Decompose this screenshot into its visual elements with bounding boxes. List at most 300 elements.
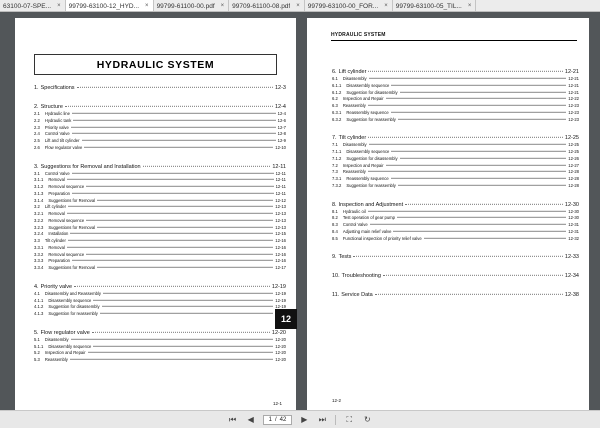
toc-leader — [65, 106, 273, 107]
toc-entry[interactable] — [332, 209, 579, 216]
toc-label: Inspection and Repair — [342, 96, 384, 102]
toc-leader — [73, 120, 275, 121]
toc-entry[interactable] — [34, 177, 286, 184]
toc-page: 12-17 — [275, 265, 286, 270]
toc-entry[interactable] — [332, 176, 579, 183]
toc-number: 7.3 — [332, 169, 338, 175]
toc-page: 12-13 — [275, 211, 286, 216]
tab-document[interactable] — [393, 0, 477, 12]
toc-page: 12-26 — [568, 155, 579, 161]
toc-label: Hydraulic line — [44, 111, 70, 116]
toc-page: 12-8 — [277, 131, 286, 137]
toc-number: 2.4 — [34, 131, 40, 137]
toc-leader — [398, 118, 566, 119]
toc-label: Disassembly — [342, 142, 367, 148]
toc-entry[interactable] — [332, 183, 579, 190]
toc-leader — [88, 352, 274, 353]
toc-label: Reassembly — [44, 357, 68, 362]
toc-label: Suggestion for reassembly — [346, 182, 396, 188]
toc-page: 12-4 — [274, 104, 286, 110]
toc-number: 4.1.2 — [34, 304, 44, 310]
tab-label: 99799-61100-00.pdf — [156, 2, 215, 10]
toc-label: Inspection and Repair — [342, 162, 384, 168]
toc-page: 12-31 — [568, 228, 579, 234]
toc-page: 12-19 — [275, 290, 286, 296]
current-page[interactable]: 1 — [268, 416, 272, 423]
toc-page: 12-6 — [277, 117, 286, 123]
toc-number: 4.1.1 — [34, 297, 44, 303]
toc-number: 8.3 — [332, 222, 338, 227]
toc-label: Hydraulic oil — [342, 208, 366, 214]
toc-number: 9. — [332, 254, 337, 261]
toc-page: 12-13 — [275, 204, 286, 210]
toc-leader — [368, 71, 563, 72]
toc-number: 8.5 — [332, 235, 338, 241]
toc-entry[interactable] — [332, 83, 579, 90]
toc-number: 3.1.4 — [34, 197, 44, 203]
close-icon[interactable]: × — [296, 3, 300, 9]
toc-label: Lift and tilt cylinder — [44, 138, 80, 143]
previous-page-icon[interactable]: ◀ — [247, 415, 254, 424]
toc-number: 8.2 — [332, 215, 338, 221]
toc-label: Reassembly — [342, 169, 366, 175]
toc-chapter-entry[interactable] — [332, 272, 579, 280]
toc-number: 6.2 — [332, 96, 338, 102]
toc-entry[interactable] — [34, 265, 286, 272]
toc-entry[interactable] — [34, 204, 286, 211]
page-title-box — [34, 54, 277, 75]
toc-leader — [72, 193, 274, 194]
toc-section — [34, 329, 286, 364]
toc-leader — [397, 217, 566, 218]
toc-chapter-entry[interactable] — [332, 253, 579, 261]
toc-label: Removal — [48, 177, 65, 183]
toc-label: Preparation — [48, 190, 70, 196]
toc-section — [332, 253, 579, 261]
toc-page: 12-21 — [568, 89, 579, 95]
toc-page: 12-21 — [564, 69, 579, 75]
toc-label: Disassembly sequence — [346, 82, 390, 88]
toc-entry[interactable] — [332, 110, 579, 117]
toc-number: 2.5 — [34, 138, 40, 143]
toc-entry[interactable] — [34, 198, 286, 205]
toc-page: 12-9 — [277, 138, 286, 143]
toc-leader — [67, 213, 273, 214]
toc-leader — [86, 186, 273, 187]
toc-entry[interactable] — [34, 138, 286, 145]
toc-leader — [370, 224, 567, 225]
toc-leader — [86, 220, 273, 221]
toc-entry[interactable] — [332, 103, 579, 110]
toc-label: Priority valve — [44, 124, 69, 130]
toc-number: 11. — [332, 292, 340, 299]
toc-leader — [74, 286, 270, 287]
toc-entry[interactable] — [34, 350, 286, 357]
toc-label: Inspection and Adjustment — [338, 201, 404, 208]
toc-number: 8.1 — [332, 208, 338, 214]
toc-leader — [368, 105, 566, 106]
toc-leader — [86, 253, 273, 254]
toc-leader — [82, 140, 276, 141]
toc-page: 12-15 — [275, 231, 286, 237]
toc-page: 12-21 — [568, 76, 579, 81]
toc-entry[interactable] — [332, 169, 579, 176]
toc-page: 12-13 — [275, 217, 286, 223]
toc-label: Test operation of gear pump — [342, 215, 395, 221]
toc-number: 7.1.1 — [332, 149, 342, 154]
toc-label: Disassembly — [342, 76, 367, 81]
toc-number: 6.1 — [332, 76, 338, 81]
toc-number: 5.1 — [34, 336, 40, 342]
toc-label: Hydraulic tank — [44, 117, 72, 123]
toc-leader — [102, 306, 274, 307]
toc-leader — [368, 137, 563, 138]
toc-leader — [92, 332, 270, 333]
toc-leader — [391, 112, 567, 113]
toc-label: Disassembly sequence — [48, 343, 92, 349]
toc-section — [34, 283, 286, 318]
toc-label: Control Valve — [44, 131, 70, 137]
toc-number: 3.2.1 — [34, 211, 44, 216]
toc-entry[interactable] — [34, 298, 286, 305]
toc-page: 12-27 — [568, 162, 579, 168]
toc-chapter-entry[interactable] — [332, 134, 579, 142]
toc-entry[interactable] — [34, 171, 286, 178]
toc-page: 12-30 — [564, 201, 579, 208]
close-icon[interactable]: × — [145, 3, 149, 9]
toc-label: Disassembly and Reassembly — [44, 290, 101, 296]
toc-page: 12-16 — [275, 251, 286, 257]
toc-leader — [353, 256, 562, 257]
first-page-icon[interactable]: ⏮ — [229, 414, 237, 424]
toc-chapter-entry[interactable] — [332, 68, 579, 76]
toc-section — [332, 272, 579, 280]
next-page-icon[interactable]: ▶ — [301, 415, 308, 424]
toc-page: 12-30 — [568, 208, 579, 214]
toc-leader — [97, 226, 273, 227]
toc-number: 7.1.2 — [332, 155, 342, 161]
toc-number: 3.1 — [34, 170, 40, 176]
rotate-icon[interactable]: ↻ — [363, 415, 371, 424]
toc-label: Reassembly sequence — [346, 109, 389, 115]
toc-leader — [71, 339, 274, 340]
toc-label: Suggestion for reassembly — [346, 116, 396, 122]
toc-section — [332, 201, 579, 243]
toc-number: 8. — [332, 201, 337, 208]
toc-label: Suggestions for Removal — [48, 197, 96, 203]
toc-number: 8.4 — [332, 228, 338, 234]
toc-entry[interactable] — [34, 291, 286, 298]
toc-entry[interactable] — [332, 236, 579, 243]
tab-label: 99799-63100-00_FOR... — [307, 2, 379, 10]
toc-page: 12-11 — [272, 163, 286, 170]
toc-number: 3.3.1 — [34, 244, 44, 250]
toc-entry[interactable] — [34, 245, 286, 252]
toc-entry[interactable] — [34, 311, 286, 318]
toc-page: 12-31 — [568, 222, 579, 227]
toc-entry[interactable] — [34, 225, 286, 232]
toc-entry[interactable] — [34, 145, 286, 152]
toc-chapter-entry[interactable] — [332, 291, 579, 299]
toc-page: 12-33 — [564, 254, 579, 261]
tab-document[interactable] — [305, 0, 393, 12]
toc-leader — [386, 164, 567, 165]
toc-entry[interactable] — [34, 184, 286, 191]
toc-number: 6.3 — [332, 103, 338, 108]
toc-number: 1. — [34, 85, 39, 91]
toc-label: Reassembly sequence — [346, 176, 389, 181]
toc-page: 12-28 — [568, 169, 579, 175]
toc-label: Suggestion for disassembly — [346, 89, 398, 95]
toc-label: Installation — [48, 231, 69, 237]
toc-section — [34, 103, 286, 152]
toc-leader — [70, 233, 273, 234]
page-left — [15, 18, 296, 410]
tab-label: 63100-07-SPE... — [3, 2, 52, 10]
toc-number: 3.3.4 — [34, 265, 44, 270]
fit-page-icon[interactable]: ⛶ — [346, 414, 353, 424]
toc-label: Flow regulator valve — [40, 329, 90, 336]
toc-leader — [84, 147, 273, 148]
toc-leader — [68, 206, 273, 207]
toc-number: 6.3.1 — [332, 109, 342, 115]
toc-right — [332, 68, 579, 310]
toc-chapter-entry[interactable] — [34, 163, 286, 171]
chapter-tab: 12 — [275, 309, 297, 329]
toc-entry[interactable] — [34, 252, 286, 259]
toc-entry[interactable] — [332, 142, 579, 149]
toc-page: 12-20 — [275, 343, 286, 349]
toc-entry[interactable] — [332, 222, 579, 229]
toc-label: Preparation — [48, 258, 70, 264]
toc-number: 5.2 — [34, 350, 40, 356]
toc-page: 12-25 — [564, 135, 579, 142]
toc-section — [332, 134, 579, 189]
toc-section — [332, 291, 579, 299]
close-icon[interactable]: × — [57, 3, 61, 9]
toc-label: Removal — [48, 244, 65, 250]
toc-leader — [383, 275, 563, 276]
tab-bar — [0, 0, 600, 12]
toc-page: 12-7 — [277, 124, 286, 130]
toc-label: Suggestion for disassembly — [346, 155, 398, 161]
toc-leader — [368, 210, 567, 211]
toc-page: 12-20 — [275, 357, 286, 362]
close-icon[interactable]: × — [384, 3, 388, 9]
toc-number: 3.1.1 — [34, 177, 44, 183]
toc-label: Control Valve — [44, 170, 70, 176]
toc-label: Lift cylinder — [44, 204, 67, 210]
toc-page: 12-22 — [568, 96, 579, 102]
toc-page: 12-11 — [275, 170, 286, 176]
toc-label: Suggestion for disassembly — [48, 304, 100, 310]
toc-label: Removal sequence — [48, 251, 85, 257]
page-separator: / — [274, 416, 277, 423]
toc-entry[interactable] — [34, 238, 286, 245]
toc-label: Tilt cylinder — [338, 135, 367, 142]
toc-entry[interactable] — [332, 117, 579, 124]
toc-page: 12-34 — [564, 273, 579, 280]
total-pages: 42 — [279, 416, 287, 423]
toc-leader — [375, 294, 563, 295]
toc-entry[interactable] — [332, 215, 579, 222]
toc-number: 5.3 — [34, 357, 40, 362]
toc-leader — [369, 78, 567, 79]
toc-number: 4.1 — [34, 290, 40, 296]
toolbar-divider — [335, 415, 336, 425]
toc-page: 12-13 — [275, 224, 286, 230]
toc-entry[interactable] — [34, 231, 286, 238]
close-icon[interactable]: × — [467, 3, 472, 9]
toc-label: Removal sequence — [48, 217, 85, 223]
toc-entry[interactable] — [332, 96, 579, 103]
toc-leader — [405, 203, 563, 204]
toc-label: Service Data — [341, 292, 373, 299]
toc-leader — [77, 87, 273, 88]
close-icon[interactable]: × — [220, 3, 225, 9]
toc-label: Suggestions for Removal and Installation — [40, 163, 141, 170]
toc-page: 12-23 — [568, 109, 579, 115]
toc-page: 12-3 — [274, 85, 286, 91]
toc-chapter-entry[interactable] — [34, 283, 286, 291]
toc-label: Reassembly — [342, 103, 366, 108]
toc-leader — [386, 98, 567, 99]
toc-label: Disassembly — [44, 336, 69, 342]
toc-leader — [400, 91, 567, 92]
toc-leader — [391, 85, 566, 86]
toc-entry[interactable] — [34, 211, 286, 218]
page-title: HYDRAULIC SYSTEM — [96, 58, 215, 71]
toc-number: 4.1.3 — [34, 311, 44, 316]
toc-leader — [67, 247, 273, 248]
toc-leader — [71, 126, 276, 127]
toc-entry[interactable] — [34, 337, 286, 344]
toc-chapter-entry[interactable] — [34, 103, 286, 111]
toc-leader — [398, 185, 566, 186]
toc-page: 12-30 — [568, 215, 579, 221]
toc-chapter-entry[interactable] — [34, 329, 286, 337]
toc-chapter-entry[interactable] — [332, 201, 579, 209]
toc-label: Suggestion for reassembly — [48, 311, 98, 316]
toc-entry[interactable] — [34, 118, 286, 125]
toc-number: 6.1.2 — [332, 89, 342, 95]
toc-label: Inspection and Repair — [44, 350, 86, 356]
toc-page: 12-11 — [275, 177, 286, 183]
pdf-viewer[interactable] — [0, 12, 600, 410]
toc-number: 3.2 — [34, 204, 40, 210]
toc-entry[interactable] — [34, 111, 286, 118]
toc-label: Suggestions for Removal — [48, 265, 96, 270]
toc-page: 12-12 — [275, 197, 286, 203]
toc-entry[interactable] — [34, 131, 286, 138]
toc-leader — [424, 237, 567, 238]
toc-page: 12-25 — [568, 149, 579, 154]
page-number-field[interactable] — [263, 415, 293, 425]
toc-number: 7.3.2 — [332, 182, 342, 188]
toc-page: 12-23 — [568, 103, 579, 108]
toc-page: 12-20 — [271, 329, 286, 336]
tab-document[interactable] — [154, 0, 230, 12]
tab-document[interactable] — [0, 0, 66, 12]
page-number-right: 12-2 — [332, 398, 342, 403]
toc-page: 12-20 — [275, 350, 286, 356]
toc-label: Specifications — [40, 85, 75, 91]
toc-label: Functional inspection of priority relief valve — [342, 235, 422, 241]
toc-leader — [100, 313, 273, 314]
toc-page: 12-10 — [275, 144, 286, 150]
toc-number: 2.2 — [34, 117, 40, 123]
toc-chapter-entry[interactable] — [34, 84, 286, 92]
toc-page: 12-28 — [568, 182, 579, 188]
toc-number: 3.1.2 — [34, 184, 44, 189]
tab-document[interactable] — [66, 0, 154, 12]
tab-label: 99799-63100-05_TIL... — [395, 2, 462, 10]
toc-page: 12-28 — [568, 176, 579, 181]
toc-number: 2.6 — [34, 144, 40, 150]
toc-leader — [67, 179, 274, 180]
toc-page: 12-16 — [275, 258, 286, 264]
toc-entry[interactable] — [34, 258, 286, 265]
toc-leader — [72, 172, 274, 173]
toc-number: 7.2 — [332, 162, 338, 168]
toc-leader — [72, 113, 276, 114]
toc-label: Removal — [48, 211, 65, 216]
toc-number: 5.1.1 — [34, 343, 44, 349]
toc-page: 12-11 — [275, 184, 286, 189]
toc-entry[interactable] — [332, 149, 579, 156]
tab-document[interactable] — [229, 0, 305, 12]
toc-entry[interactable] — [332, 163, 579, 170]
page-number-left: 12-1 — [272, 401, 282, 406]
toc-page: 12-25 — [568, 142, 579, 148]
toc-number: 3. — [34, 163, 39, 170]
toc-entry[interactable] — [34, 191, 286, 198]
toc-leader — [143, 165, 271, 166]
toc-entry[interactable] — [34, 218, 286, 225]
toc-leader — [369, 144, 567, 145]
toc-entry[interactable] — [34, 357, 286, 364]
toc-entry[interactable] — [332, 229, 579, 236]
toc-entry[interactable] — [332, 90, 579, 97]
toc-entry[interactable] — [332, 76, 579, 83]
toc-number: 7.3.1 — [332, 176, 342, 181]
toc-entry[interactable] — [332, 156, 579, 163]
toc-label: Priority valve — [40, 283, 73, 290]
toc-page: 12-16 — [275, 238, 286, 243]
toc-page: 12-20 — [275, 336, 286, 342]
toc-number: 2.1 — [34, 111, 40, 116]
toc-leader — [103, 293, 273, 294]
toc-left — [34, 84, 286, 375]
toc-entry[interactable] — [34, 304, 286, 311]
last-page-icon[interactable]: ⏭ — [318, 414, 326, 424]
toc-leader — [97, 199, 273, 200]
toc-page: 12-4 — [277, 111, 286, 116]
toc-leader — [70, 359, 273, 360]
toc-entry[interactable] — [34, 125, 286, 132]
toc-number: 6.1.1 — [332, 82, 342, 88]
toc-number: 3.2.2 — [34, 217, 44, 223]
toc-entry[interactable] — [34, 344, 286, 351]
toc-section — [34, 84, 286, 92]
toc-page: 12-11 — [275, 190, 286, 196]
toc-number: 3.1.3 — [34, 190, 44, 196]
running-header: HYDRAULIC SYSTEM — [331, 32, 577, 41]
toc-number: 2. — [34, 104, 39, 110]
toc-label: Tilt cylinder — [44, 238, 66, 243]
toc-page: 12-16 — [275, 244, 286, 250]
toc-number: 3.3.2 — [34, 251, 44, 257]
